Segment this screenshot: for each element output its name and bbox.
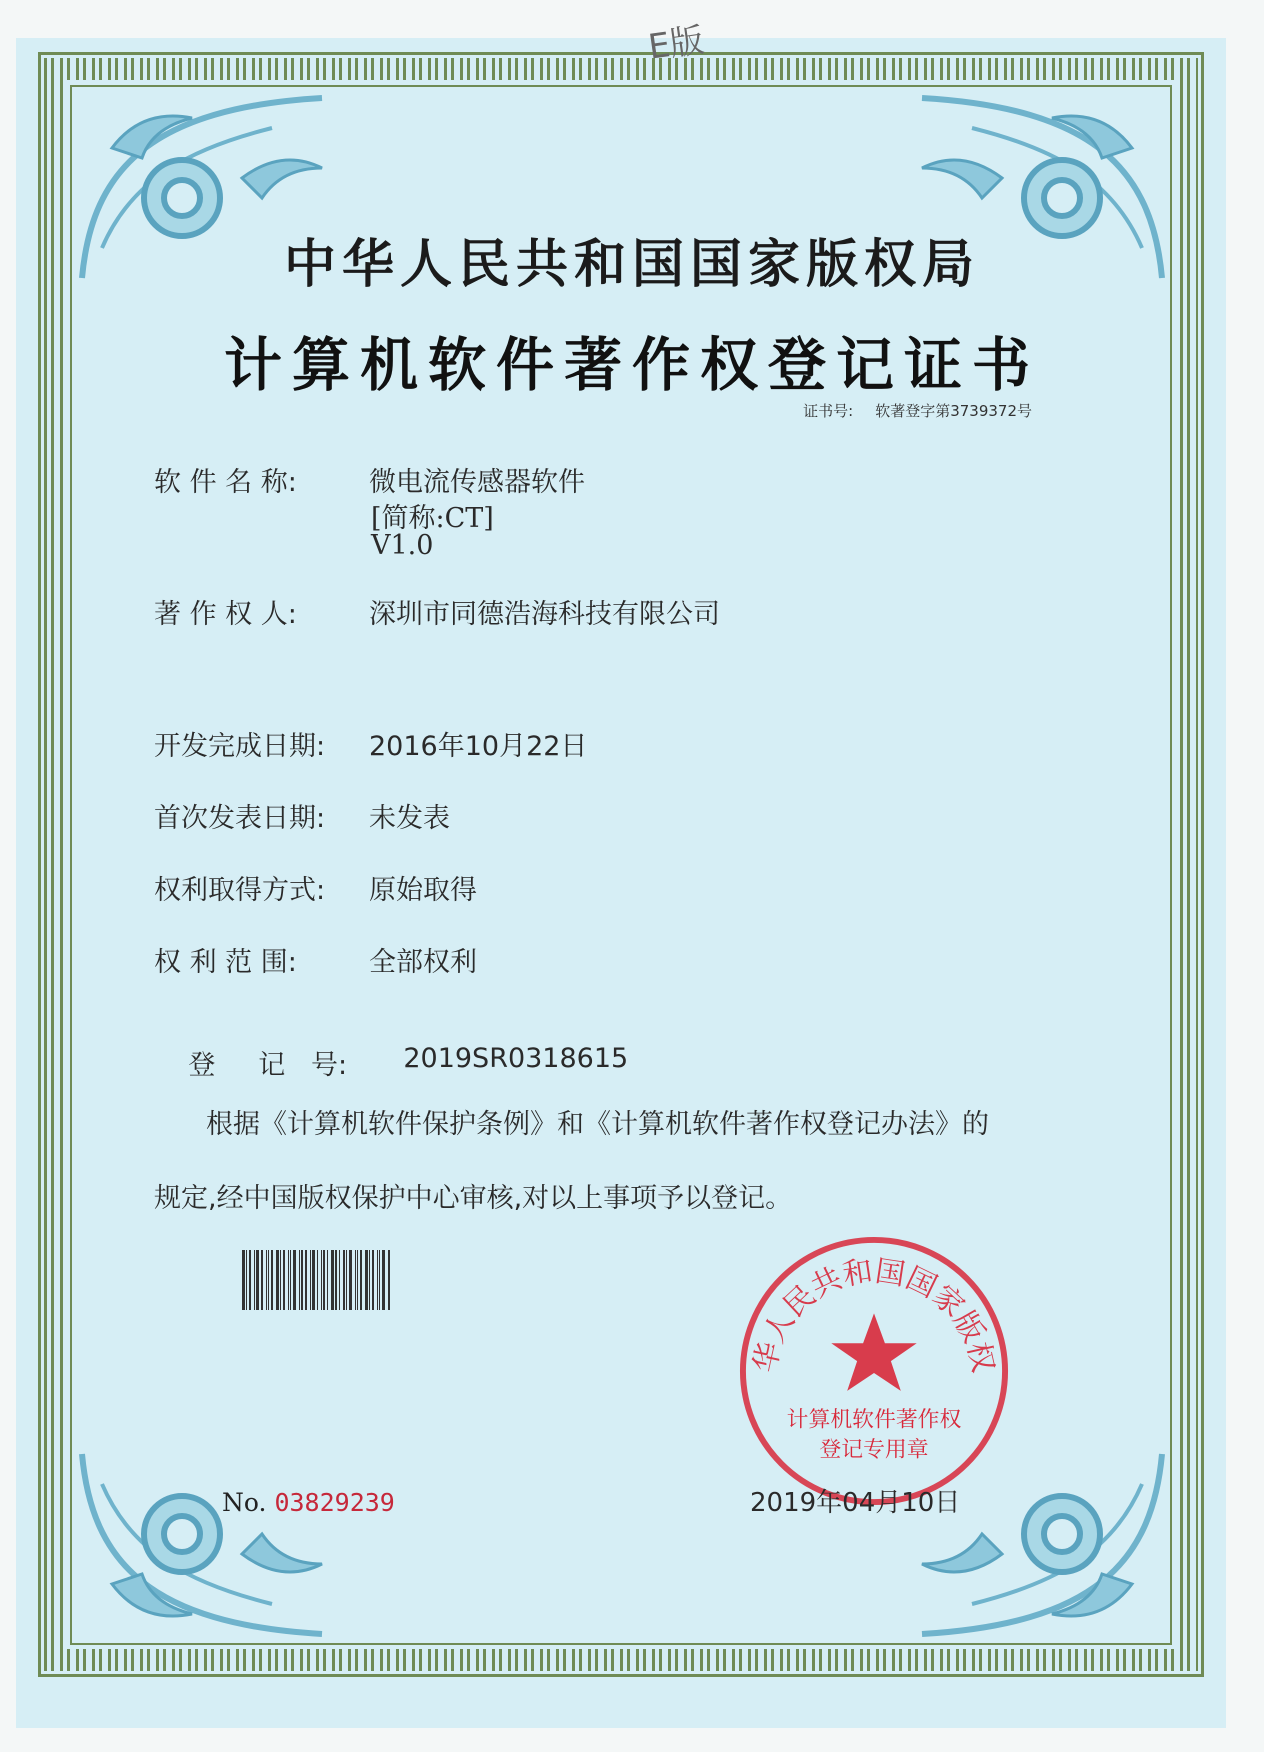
field-value: 原始取得: [369, 875, 477, 906]
barcode-bar: [290, 1250, 291, 1310]
barcode-bar: [276, 1250, 279, 1310]
issue-date: 2019年04月10日: [750, 1488, 961, 1518]
barcode-bar: [246, 1250, 247, 1310]
barcode-bar: [343, 1250, 345, 1310]
certificate-title: 计算机软件著作权登记证书: [223, 331, 1040, 399]
barcode-bar: [357, 1250, 358, 1310]
barcode-bar: [349, 1250, 352, 1310]
field-completion-date: [154, 724, 587, 763]
field-label: 登 记 号:: [188, 1050, 348, 1081]
statement-line-2: 规定,经中国版权保护中心审核,对以上事项予以登记。: [154, 1183, 793, 1214]
software-version: V1.0: [371, 530, 434, 561]
barcode-bar: [327, 1250, 328, 1310]
barcode-bar: [254, 1250, 255, 1310]
seal-inner-line-1: 计算机软件著作权: [786, 1407, 962, 1433]
barcode-bar: [339, 1250, 340, 1310]
field-rights-scope: [154, 940, 477, 979]
barcode-bar: [271, 1250, 273, 1310]
barcode-bar: [293, 1250, 296, 1310]
field-value: 深圳市同德浩海科技有限公司: [369, 599, 720, 630]
field-value: 全部权利: [369, 947, 477, 978]
barcode-bar: [288, 1250, 289, 1310]
field-label: 首次发表日期:: [154, 803, 326, 834]
serial-number: [222, 1488, 395, 1517]
field-copyright-owner: [154, 592, 720, 631]
barcode-bar: [355, 1250, 356, 1310]
serial-label: No.: [222, 1488, 267, 1517]
handwritten-note: E版: [645, 20, 707, 68]
field-label: 权利取得方式:: [154, 875, 326, 906]
barcode-bar: [261, 1250, 263, 1310]
field-label: 软 件 名 称:: [154, 467, 297, 498]
barcode-bar: [301, 1250, 303, 1310]
field-value: 未发表: [369, 803, 450, 834]
barcode-bar: [331, 1250, 334, 1310]
field-software-name: [154, 460, 585, 499]
corner-ornament-bottom-left: [72, 1444, 332, 1644]
certificate-number: [803, 400, 1032, 421]
certificate-number-label: 证书号:: [803, 402, 854, 420]
barcode-bar: [335, 1250, 337, 1310]
barcode-bar: [321, 1250, 322, 1310]
issuing-authority: 中华人民共和国国家版权局: [283, 235, 980, 295]
seal-inner-line-2: 登记专用章: [819, 1437, 929, 1463]
barcode-bar: [382, 1250, 385, 1310]
barcode-bar: [310, 1250, 311, 1310]
field-label: 著 作 权 人:: [154, 599, 297, 630]
field-value: 2019SR0318615: [403, 1043, 629, 1074]
barcode-bar: [312, 1250, 315, 1310]
field-label: 权 利 范 围:: [154, 947, 297, 978]
barcode-bar: [283, 1250, 285, 1310]
barcode-bar: [299, 1250, 300, 1310]
barcode-bar: [268, 1250, 269, 1310]
barcode-bar: [305, 1250, 307, 1310]
barcode-bar: [266, 1250, 267, 1310]
barcode-bar: [365, 1250, 368, 1310]
barcode-bar: [323, 1250, 325, 1310]
field-label: 开发完成日期:: [154, 731, 326, 762]
statement-line-1: 根据《计算机软件保护条例》和《计算机软件著作权登记办法》的: [206, 1109, 989, 1140]
field-value: 2016年10月22日: [369, 731, 588, 762]
barcode-bar: [388, 1250, 390, 1310]
barcode-bar: [377, 1250, 378, 1310]
barcode-bar: [242, 1250, 245, 1310]
barcode-bar: [280, 1250, 281, 1310]
software-short-name: [简称:CT]: [371, 503, 494, 534]
certificate-number-value: 软著登字第3739372号: [875, 402, 1032, 420]
barcode-bar: [372, 1250, 374, 1310]
field-acquisition-method: [154, 868, 477, 907]
barcode-bar: [249, 1250, 251, 1310]
barcode: [242, 1250, 412, 1310]
serial-value: 03829239: [274, 1488, 395, 1517]
field-registration-number: [154, 1012, 628, 1113]
field-value: 微电流传感器软件: [369, 467, 585, 498]
barcode-bar: [256, 1250, 259, 1310]
seal-outer-text: 华人民共和国国家版权: [747, 1253, 1001, 1376]
field-first-publication: [154, 796, 450, 835]
barcode-bar: [317, 1250, 318, 1310]
barcode-bar: [369, 1250, 370, 1310]
barcode-bar: [346, 1250, 347, 1310]
barcode-bar: [379, 1250, 380, 1310]
barcode-bar: [360, 1250, 362, 1310]
official-seal: [735, 1232, 1013, 1510]
